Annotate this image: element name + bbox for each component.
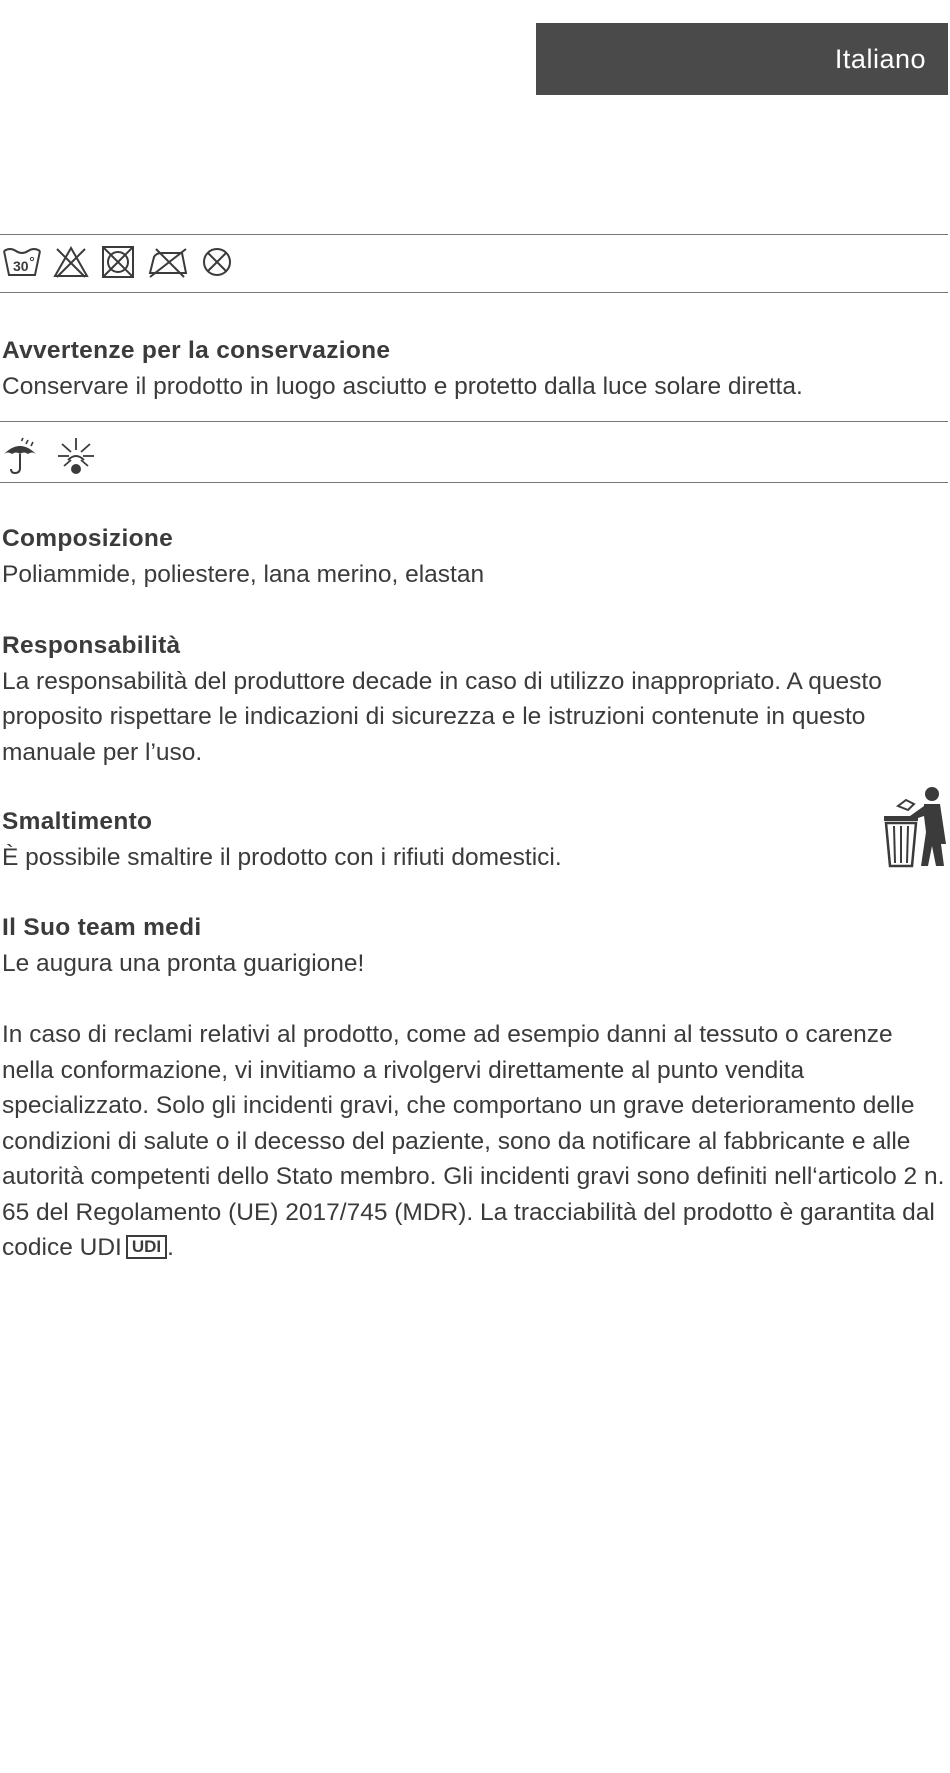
complaints-paragraph (2, 1017, 947, 1266)
divider (0, 482, 948, 483)
liability-text: La responsabilità del produttore decade in caso di utilizzo inappropriato. A questo proposito rispettare le indicazioni di sicurezza e le istruzioni contenute in questo manuale per l’uso. (2, 667, 882, 766)
disposal-text: È possibile smaltire il prodotto con i rifiuti domestici. (2, 843, 562, 871)
complaints-end: . (167, 1234, 174, 1261)
no-dry-clean-icon (200, 245, 234, 279)
composition-section (2, 521, 947, 592)
divider (0, 292, 948, 293)
keep-dry-icon (2, 436, 38, 476)
disposal-section (2, 804, 862, 875)
language-tab (536, 23, 948, 95)
svg-text:30: 30 (13, 258, 29, 274)
team-heading: Il Suo team medi (2, 914, 202, 941)
keep-away-from-sunlight-icon (56, 436, 96, 476)
composition-text: Poliammide, poliestere, lana merino, elastan (2, 560, 485, 588)
storage-symbols (2, 436, 96, 476)
no-bleach-icon (52, 245, 90, 279)
complaints-text: In caso di reclami relativi al prodotto, come ad esempio danni al tessuto o carenze nella conformazione, vi invitiamo a rivolgervi direttamente al punto vendita specializzato. Solo gli incidenti gravi, che comportano un grave deterioramento delle condizioni di salute o il decesso del paziente, sono da notificare al fabbricante e alle autorità competenti dello Stato membro. Gli incidenti gravi sono definiti nell‘articolo 2 n. 65 del Regolamento (UE) 2017/745 (MDR). La tracciabilità del prodotto è garantita dal codice UDI (2, 1021, 945, 1261)
storage-section (2, 333, 947, 404)
liability-section (2, 628, 947, 770)
divider (0, 421, 948, 422)
storage-text: Conservare il prodotto in luogo asciutto e protetto dalla luce solare diretta. (2, 372, 803, 400)
no-ironing-icon (146, 245, 190, 279)
composition-heading: Composizione (2, 525, 174, 552)
team-section (2, 910, 947, 981)
care-symbols (2, 245, 234, 279)
team-text: Le augura una pronta guarigione! (2, 949, 365, 977)
complaints-section (2, 1017, 947, 1266)
udi-symbol: UDI (126, 1235, 167, 1259)
wash-30-icon (2, 245, 42, 279)
storage-heading: Avvertenze per la conservazione (2, 337, 391, 364)
waste-bin-icon (884, 786, 946, 868)
language-label: Italiano (834, 43, 926, 74)
no-tumble-dry-icon (100, 245, 136, 279)
liability-heading: Responsabilità (2, 632, 181, 659)
disposal-heading: Smaltimento (2, 808, 153, 835)
divider (0, 234, 948, 235)
